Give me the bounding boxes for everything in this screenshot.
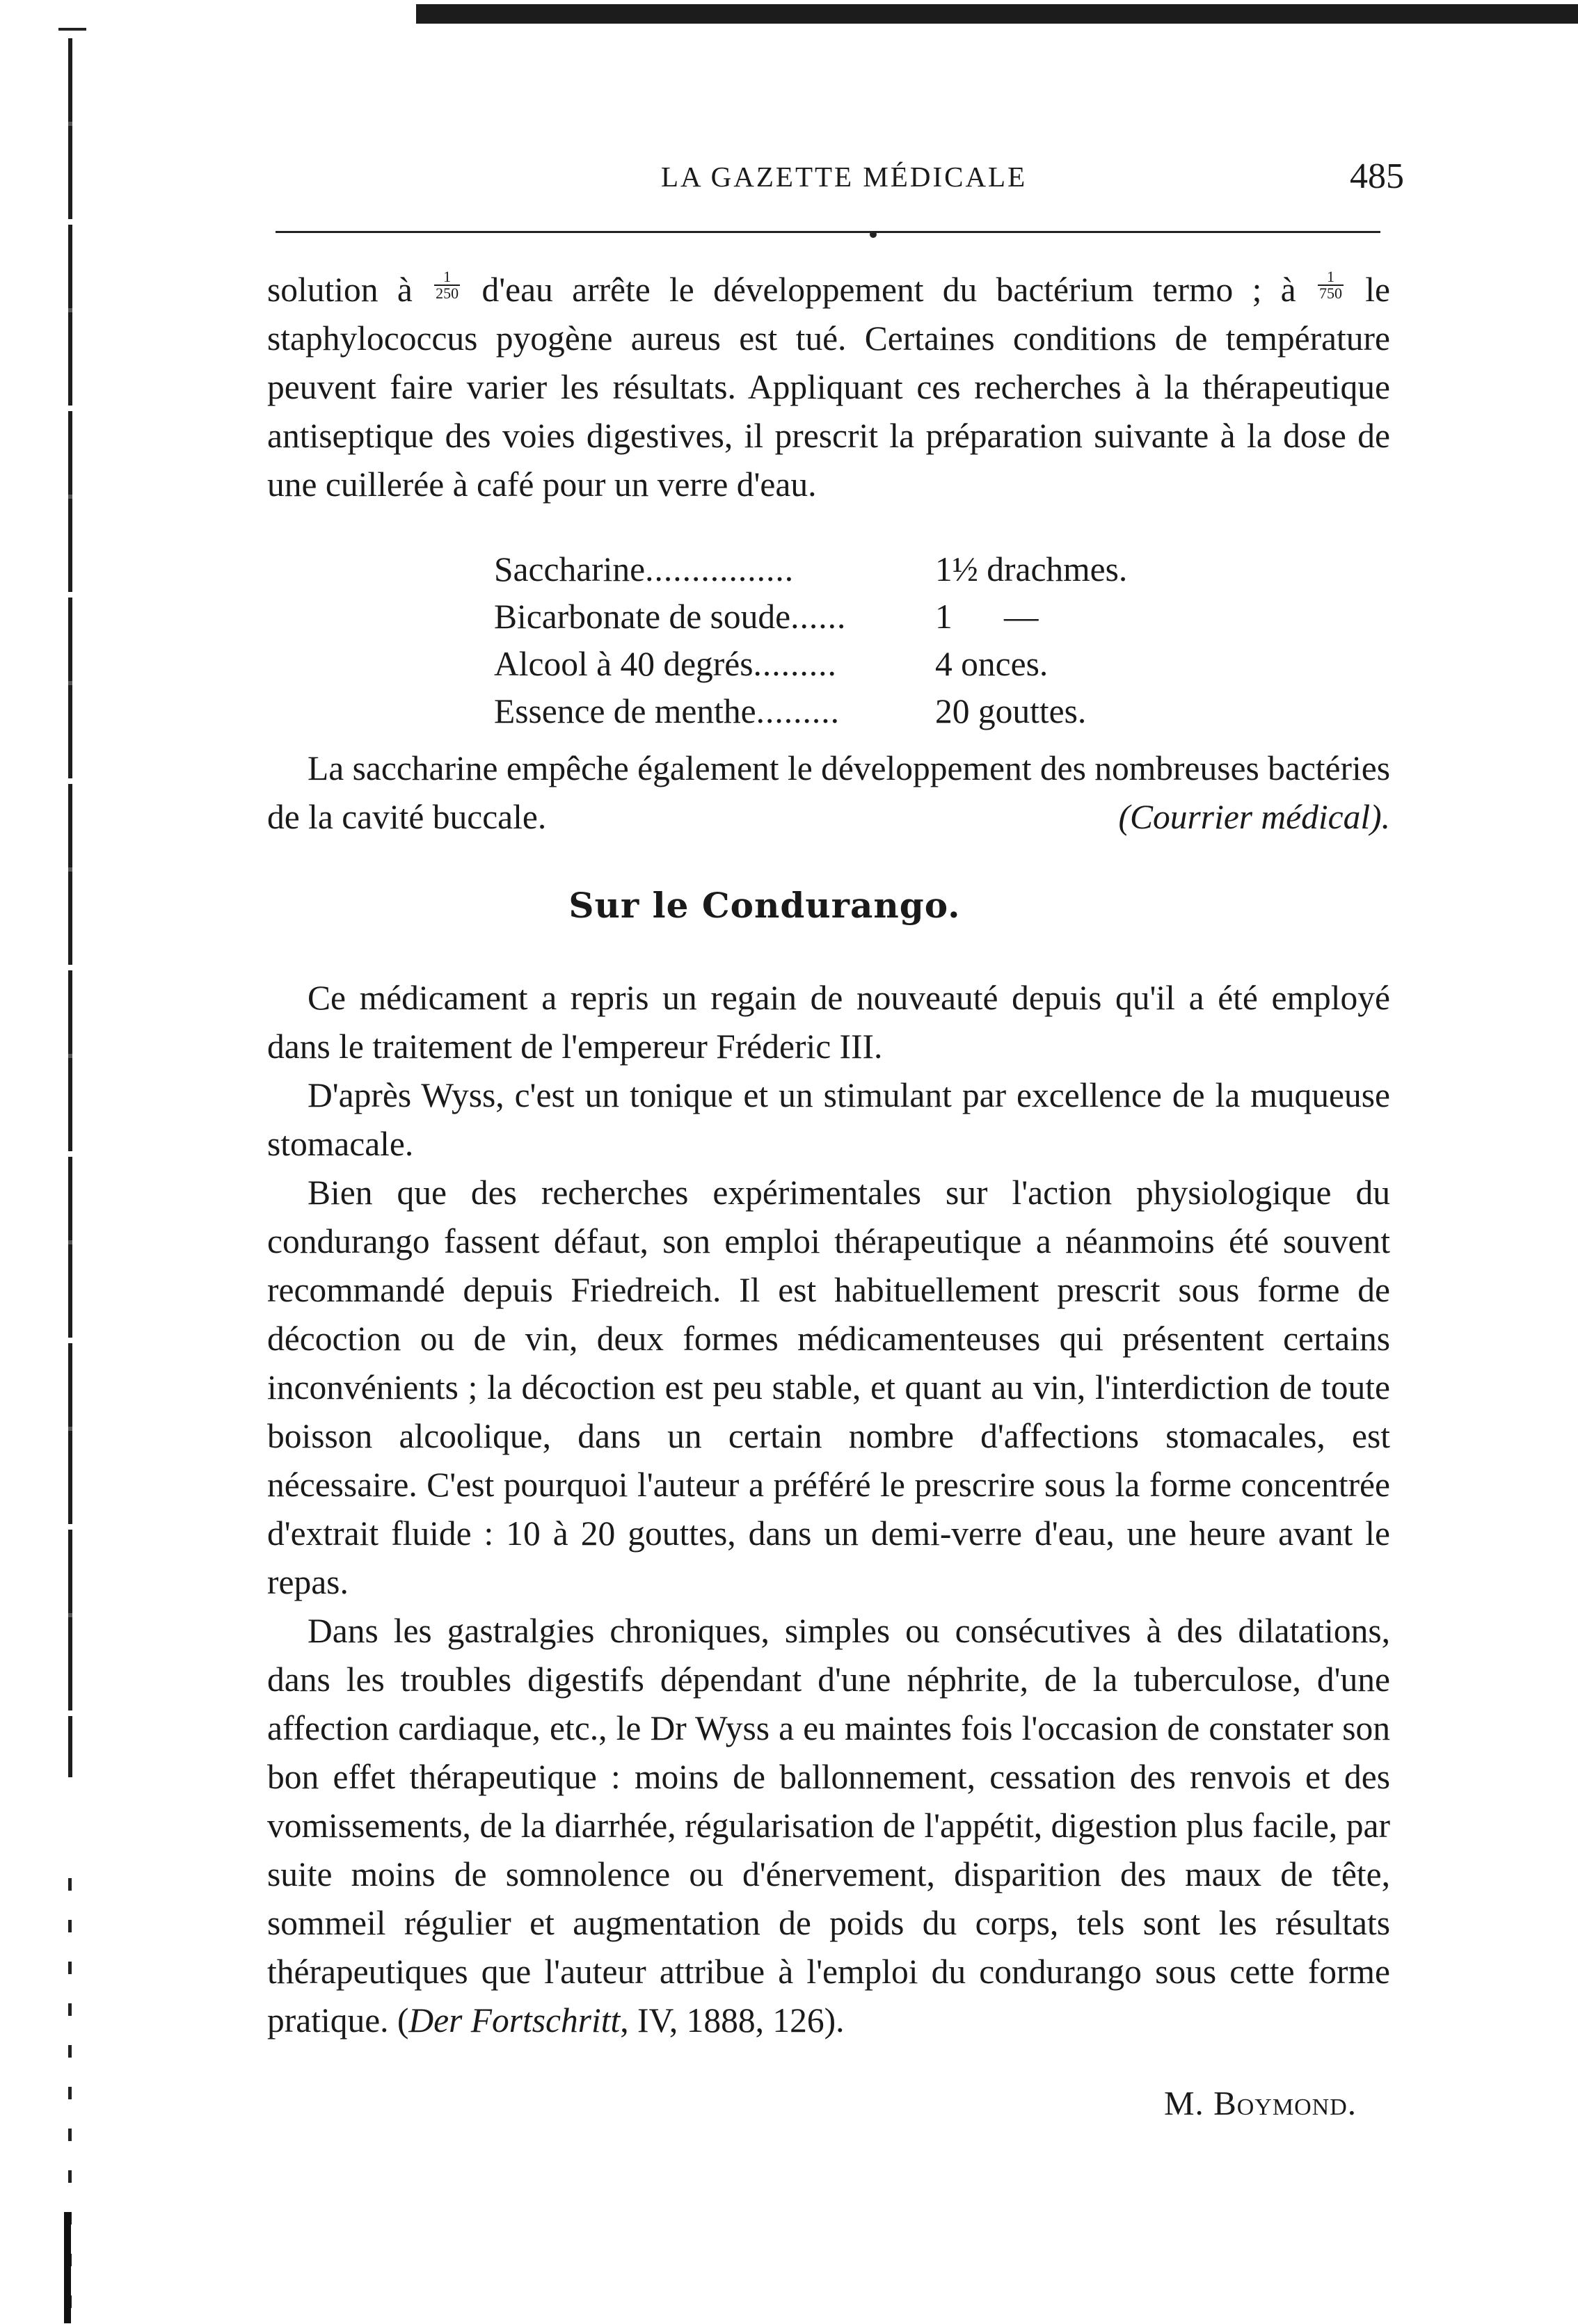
- leader-dots: .........: [756, 692, 840, 730]
- scan-gutter-tick: [58, 28, 86, 31]
- article-body: [267, 974, 1390, 2045]
- paragraph-last: [267, 1607, 1390, 2045]
- intro-text-a: solution à: [267, 271, 413, 309]
- page-number: 485: [1350, 157, 1404, 196]
- recipe-row: [494, 688, 1190, 735]
- running-head: [264, 157, 1404, 209]
- header-rule-dot: [870, 231, 877, 238]
- leader-dots: ......: [790, 598, 847, 636]
- recipe-ingredient: Bicarbonate de soude: [494, 598, 791, 636]
- citation-rest: , IV, 1888, 126).: [620, 2001, 845, 2039]
- intro-paragraph: [267, 266, 1390, 509]
- author-initial: M.: [1163, 2084, 1204, 2122]
- citation-work: Der Fortschritt: [408, 2001, 621, 2039]
- recipe-row: [494, 641, 1190, 688]
- recipe-list: [494, 546, 1190, 735]
- recipe-row: [494, 546, 1190, 593]
- paragraph-text: Dans les gastralgies chroniques, simples ou consécutives à des dilatations, dans les troubles digestifs dépendant d'une néphrite, de la tuberculose, d'une affection cardiaque, etc., le Dr Wyss a eu maintes fois l'occasion de constater son bon effet thérapeutique : moins de ballonnement, cessation des renvois et des vomissements, de la diarrhée, régularisation de l'appétit, digestion plus facile, par suite moins de somnolence ou d'énervement, disparition des maux de tête, sommeil régulier et augmentation de poids du corps, tels sont les résultats thérapeutiques que l'auteur attribue à l'emploi du condurango sous cette forme pratique.: [267, 1612, 1390, 2039]
- recipe-ingredient: Saccharine: [494, 550, 646, 588]
- recipe-row: [494, 593, 1190, 641]
- paragraph: D'après Wyss, c'est un tonique et un stimulant par excellence de la muqueuse stomacale.: [267, 1076, 1390, 1163]
- scan-top-border: [416, 4, 1578, 24]
- recipe-quantity: 20 gouttes.: [935, 692, 1087, 730]
- note-source: (Courrier médical).: [1118, 798, 1390, 836]
- paragraph: Bien que des recherches expérimentales sur l'action physiologique du condurango fassent défaut, son emploi thérapeutique a néanmoins été souvent recommandé depuis Friedreich. Il est habituellement prescrit sous forme de décoction ou de vin, deux formes médicamenteuses qui présentent certains inconvénients ; la décoction est peu stable, et quant au vin, l'interdiction de toute boisson alcoolique, dans un certain nombre d'affections stomacales, est nécessaire. C'est pourquoi l'auteur a préféré le prescrire sous la forme concentrée d'extrait fluide : 10 à 20 gouttes, dans un demi-verre d'eau, une heure avant le repas.: [267, 1173, 1390, 1601]
- leader-dots: ................: [645, 550, 795, 588]
- author-signature: [1164, 2083, 1357, 2123]
- intro-text-c: le staphylococcus pyogène aureus est tué. Certaines conditions de température peuvent faire varier les résultats. Appliquant ces recherches à la thérapeutique antiseptique des voies digestives, il prescrit la préparation suivante à la dose de une cuillerée à café pour un verre d'eau.: [267, 271, 1390, 504]
- citation-open: (: [397, 2001, 409, 2039]
- recipe-quantity: 1½ drachmes.: [935, 550, 1128, 588]
- header-rule: [276, 231, 1380, 233]
- recipe-ingredient: Alcool à 40 degrés: [494, 645, 754, 683]
- intro-text-b: d'eau arrête le développement du bactérium termo ; à: [481, 271, 1296, 309]
- recipe-quantity: 4 onces.: [935, 645, 1049, 683]
- fraction-1: $\frac{1}{250}$: [436, 268, 459, 302]
- scan-gutter-bar: [64, 2212, 71, 2323]
- author-name: Boymond.: [1213, 2084, 1357, 2122]
- leader-dots: .........: [753, 645, 837, 683]
- note-text: La saccharine empêche également le développement des nombreuses bactéries de la cavité buccale.: [267, 749, 1390, 836]
- fraction-2: $\frac{1}{750}$: [1318, 268, 1342, 302]
- section-title: Sur le Condurango.: [568, 885, 961, 926]
- saccharine-note: [267, 744, 1390, 842]
- paragraph: Ce médicament a repris un regain de nouveauté depuis qu'il a été employé dans le traitement de l'empereur Fréderic III.: [267, 979, 1390, 1066]
- recipe-quantity: 1 —: [935, 598, 1039, 636]
- journal-title: LA GAZETTE MÉDICALE: [661, 161, 1028, 193]
- recipe-ingredient: Essence de menthe: [494, 692, 756, 730]
